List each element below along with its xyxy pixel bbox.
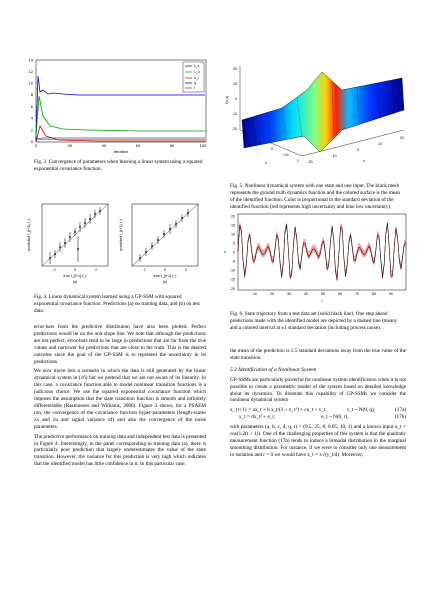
fig4b-panel-label: (b) xyxy=(162,280,168,284)
fig5-xlabel: x xyxy=(363,159,365,163)
fig4b-tick: -2 xyxy=(142,268,146,272)
fig5-xtick: 20 xyxy=(400,136,404,140)
fig4a-xlabel: true f_{t+1}-f_t xyxy=(63,274,87,278)
fig3-ytick: 14 xyxy=(28,57,33,63)
fig5-ztick: 20 xyxy=(233,67,237,71)
right-column-text xyxy=(230,348,406,462)
fig3-ytick: 12 xyxy=(28,68,33,74)
figure-6 xyxy=(220,210,410,306)
figure-4 xyxy=(20,200,210,290)
fig3-legend-label: σ_f xyxy=(194,76,199,81)
section-heading: 5.3 Identification of a Nonlinear System xyxy=(230,366,317,373)
eq17b-rhs: e_t ~ N(0, r), xyxy=(321,414,349,421)
fig3-ytick: 6 xyxy=(30,103,33,109)
fig6-xtick: 60 xyxy=(338,292,342,296)
fig3-xtick: 40 xyxy=(101,143,107,148)
fig5-ulabel: u xyxy=(265,161,267,165)
fig5-utick: 0.5 xyxy=(283,153,289,157)
fig6-xtick: 50 xyxy=(321,292,325,296)
figure-5 xyxy=(222,60,412,178)
fig6-xtick: 40 xyxy=(304,292,308,296)
fig6-ytick: -5 xyxy=(231,259,235,264)
fig6-ylabel: x xyxy=(224,249,226,254)
fig6-ytick: 15 xyxy=(231,223,235,228)
fig5-xtick: 0 xyxy=(357,148,359,152)
fig5-plot xyxy=(222,60,412,178)
fig6-xtick: 20 xyxy=(270,292,274,296)
fig6-ytick: 5 xyxy=(233,241,235,246)
paragraph: with parameters (a, b, c, d, q, r) = (0.5, 25, 8, 0.05, 10, 1) and a known input u_t = cos(1.2(t + 1)). One of the challenging properties of this system is that the quadratic measurement function (17b) tends to induce a bimodal distribution in the marginal smoothing distribution. For instance, if we were to consider only one measurement in isolation and r = 0 we would have x_t = ±√(y_t/d). Moreover, xyxy=(230,424,406,458)
fig4a-panel-label: (a) xyxy=(72,280,78,284)
eq17b-number: (17b) xyxy=(394,414,406,421)
fig5-ztick: -20 xyxy=(231,127,237,131)
fig3-ytick: 2 xyxy=(30,127,33,133)
fig5-utick: 0 xyxy=(271,147,273,151)
fig6-xtick: 70 xyxy=(355,292,359,296)
fig3-ytick: 4 xyxy=(30,115,33,121)
fig6-xtick: 10 xyxy=(253,292,257,296)
fig5-utick: -1 xyxy=(242,135,246,139)
eq17b-lhs: y_t = dx_t² + e_t, xyxy=(239,414,276,421)
fig4b-tick: 0 xyxy=(164,268,166,272)
fig5-utick: -0.5 xyxy=(254,141,262,145)
fig5-ztick: 0 xyxy=(235,97,237,101)
fig3-ytick: 8 xyxy=(30,92,33,98)
paragraph: the mean of the prediction is 2.5 standard deviations away from the true value of the state transition. xyxy=(230,348,406,361)
fig5-ztick: -10 xyxy=(231,112,237,116)
left-column-text xyxy=(34,324,206,471)
fig4b-ylabel: predicted f_{t+1}-f_t xyxy=(119,219,123,251)
fig4b-tick: 2 xyxy=(185,268,187,272)
fig6-xtick: 90 xyxy=(389,292,393,296)
fig6-ytick: 20 xyxy=(231,214,235,219)
fig3-legend-label: λ_u xyxy=(194,70,200,75)
fig5-surface xyxy=(242,72,404,152)
paragraph: error-bars from the predictive distribution have also been plotted. Perfect predictions would lie on the unit slope line. We note that although the predictions are not perfect, error-bars tend to be large in predictions that are far from the true values and narrower for predictions that are close to the truth. This is the desired outcome since the goal of the GP-SSM is to represent the uncertainty in its predictions. xyxy=(34,324,206,365)
fig6-caption: Fig. 6. State trajectory from a test data set (solid black line). One step ahead predictions made with the identified model are depicted by a dashed line (mean) and a colored interval at ±1 standard deviation (including process noise). xyxy=(230,311,397,331)
fig6-xtick: 80 xyxy=(372,292,376,296)
eq17a-number: (17a) xyxy=(395,407,406,414)
fig5-caption: Fig. 5. Nonlinear dynamical system with one state and one input. The black mesh represents the ground truth dynamics function and the colored surface is the mean of the identified function. Color is proportional to the standard deviation of the identified function (red represents high uncertainty and blue low uncertainty). xyxy=(230,183,400,210)
fig3-ytick: 10 xyxy=(28,80,33,86)
fig6-ytick: 10 xyxy=(231,232,235,237)
fig5-ztick: 10 xyxy=(233,82,237,86)
fig3-xtick: 0 xyxy=(34,143,38,148)
equation-17 xyxy=(230,407,406,421)
eq17a-lhs: x_{t+1} = ax_t + b x_t/(1 + x_t²) + cu_t + v_t, xyxy=(230,407,327,414)
fig5-xtick: -10 xyxy=(331,154,337,158)
paragraph: GP-SSMs are particularly powerful for nonlinear system identification when it is not possible to create a parametric model of the system based on detailed knowledge about its dynamics. To illustrate this capability of GP-SSMs we consider the nonlinear dynamical system xyxy=(230,376,406,404)
fig4-plot xyxy=(20,200,210,290)
fig6-ytick: 0 xyxy=(233,250,235,255)
fig6-ytick: -10 xyxy=(229,268,235,273)
fig6-ytick: -20 xyxy=(229,287,235,291)
fig3-ytick: 0 xyxy=(30,139,33,144)
fig5-xtick: 10 xyxy=(378,142,382,146)
fig3-xlabel: Iteration xyxy=(113,149,129,154)
fig3-xtick: 60 xyxy=(135,143,141,148)
paragraph: The predictive performance on training data and independent test data is presented in Figure 4. Interestingly, in the panel corresponding to training data (a), there is particularly poor prediction that largely underestimates the value of the state transition. However, the variance for this prediction is very high which indicates that the identified model has little confidence in it. In this particular case, xyxy=(34,433,206,468)
fig3-xtick: 20 xyxy=(67,143,73,148)
fig6-xlabel: t xyxy=(321,299,323,303)
fig3-legend-label: q xyxy=(194,81,196,86)
fig4-caption: Fig. 4. Linear dynamical system learned using a GP-SSM with squared exponential covariance function. Predictions (a) on training data, and (b) on test data. xyxy=(34,294,200,314)
fig4-ylabel: predicted f_{t+1}-f_t xyxy=(27,219,31,251)
fig5-zlabel: f(x,u) xyxy=(225,95,229,105)
fig5-utick: 1 xyxy=(297,159,299,163)
fig3-xtick: 80 xyxy=(169,143,175,148)
fig3-legend-label: λ_x xyxy=(194,64,200,69)
fig4a-tick: 0 xyxy=(74,268,76,272)
paragraph: We now move into a scenario in which the data is still generated by the linear dynamical system in (16) but we pretend that we are not aware of its linearity. In this case, a covariance function able to model nonlinear transition functions is a judicious choice. We use the squared exponential covariance function which imposes the assumption that the state transition function is smooth and infinitely differentiable (Rasmussen and Williams, 2006). Figure 3 shows, for a PSAEM run, the convergence of the covariance function hyper-parameters (length-scales λx and λu and signal variance σf) and also the convergence of the noise parameters. xyxy=(34,368,206,430)
figure-3 xyxy=(18,56,208,156)
fig6-ytick: -15 xyxy=(229,277,235,282)
fig3-caption: Fig. 3. Convergence of parameters when learning a linear system using a squared exponential covariance function. xyxy=(34,159,203,172)
eq17a-rhs: v_t ~ N(0, q), xyxy=(346,407,376,414)
fig3-plot xyxy=(18,56,208,156)
fig5-xtick: -20 xyxy=(307,160,313,164)
fig6-xtick: 30 xyxy=(287,292,291,296)
fig6-plot xyxy=(220,210,410,306)
fig4a-tick: 2 xyxy=(95,268,97,272)
fig3-xtick: 100 xyxy=(199,143,207,148)
fig4a-tick: -2 xyxy=(52,268,56,272)
fig3-legend-label: r xyxy=(194,86,196,91)
fig4b-xlabel: true f_{t+1}-f_t xyxy=(153,274,177,278)
